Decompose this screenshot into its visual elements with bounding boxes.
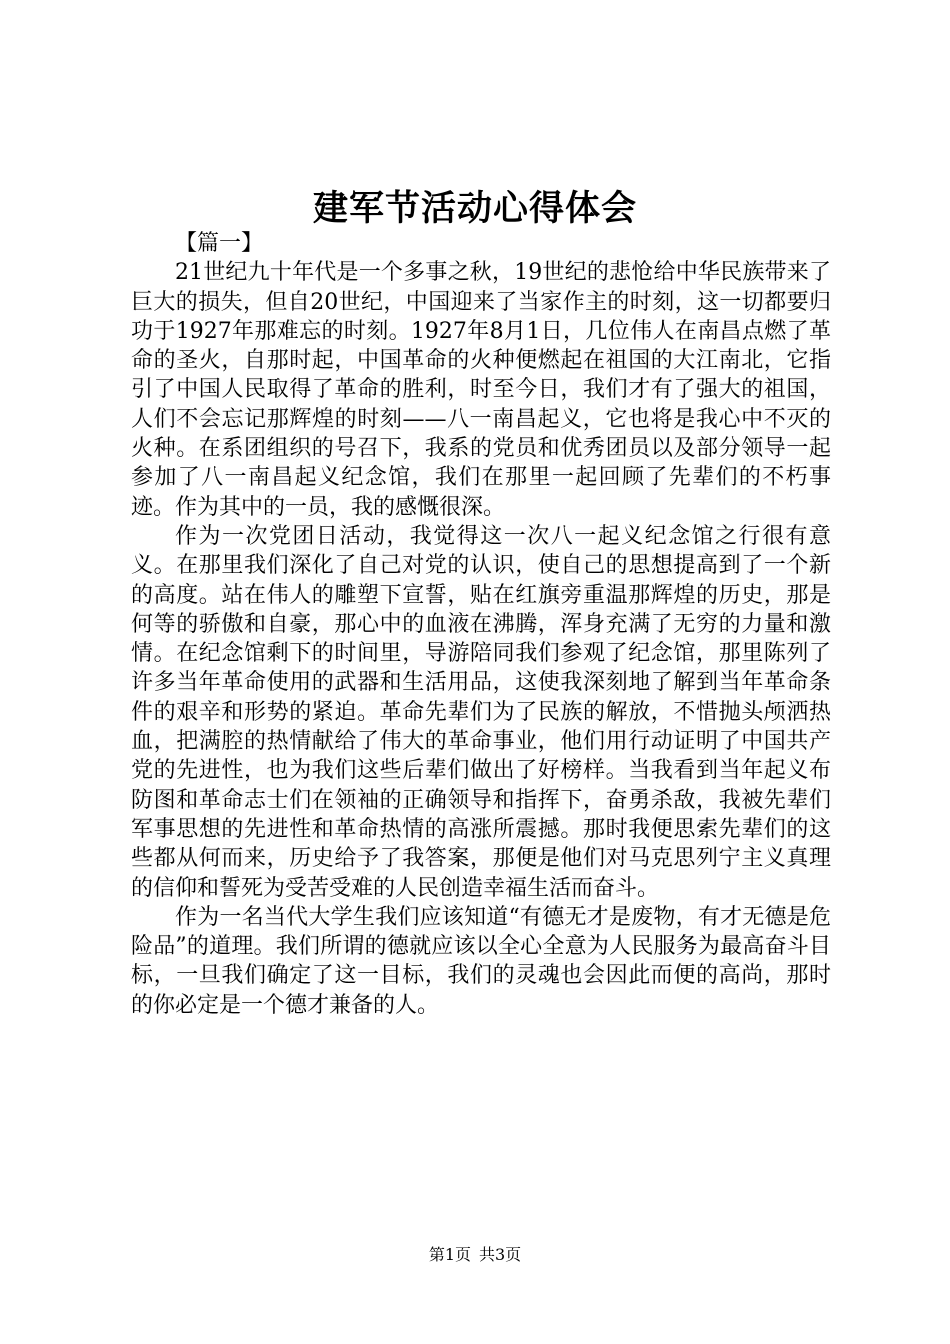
page-footer	[0, 1244, 950, 1266]
document-title: 建军节活动心得体会	[312, 188, 637, 229]
page-total: 共3页	[479, 1245, 522, 1264]
document-body	[131, 229, 831, 1020]
paragraph-1: 21世纪九十年代是一个多事之秋，19世纪的悲怆给中华民族带来了巨大的损失，但自20世纪，中国迎来了当家作主的时刻，这一切都要归功于1927年那难忘的时刻。1927年8月1日，几位伟人在南昌点燃了革命的圣火，自那时起，中国革命的火种便燃起在祖国的大江南北，它指引了中国人民取得了革命的胜利，时至今日，我们才有了强大的祖国，人们不会忘记那辉煌的时刻——八一南昌起义，它也将是我心中不灭的火种。在系团组织的号召下，我系的党员和优秀团员以及部分领导一起参加了八一南昌起义纪念馆，我们在那里一起回顾了先辈们的不朽事迹。作为其中的一员，我的感慨很深。	[131, 260, 831, 520]
page-number: 第1页	[428, 1245, 471, 1264]
paragraph-2: 作为一次党团日活动，我觉得这一次八一起义纪念馆之行很有意义。在那里我们深化了自己对党的认识，使自己的思想提高到了一个新的高度。站在伟人的雕塑下宣誓，贴在红旗旁重温那辉煌的历史，那是何等的骄傲和自豪，那心中的血液在沸腾，浑身充满了无穷的力量和激情。在纪念馆剩下的时间里，导游陪同我们参观了纪念馆，那里陈列了许多当年革命使用的武器和生活用品，这使我深刻地了解到当年革命条件的艰辛和形势的紧迫。革命先辈们为了民族的解放，不惜抛头颅洒热血，把满腔的热情献给了伟大的革命事业，他们用行动证明了中国共产党的先进性，也为我们这些后辈们做出了好榜样。当我看到当年起义布防图和革命志士们在领袖的正确领导和指挥下，奋勇杀敌，我被先辈们军事思想的先进性和革命热情的高涨所震撼。那时我便思索先辈们的这些都从何而来，历史给予了我答案，那便是他们对马克思列宁主义真理的信仰和誓死为受苦受难的人民创造幸福生活而奋斗。	[131, 523, 831, 901]
section-label: 【篇一】	[175, 231, 264, 256]
paragraph-3: 作为一名当代大学生我们应该知道“有德无才是废物，有才无德是危险品”的道理。我们所谓的德就应该以全心全意为人民服务为最高奋斗目标，一旦我们确定了这一目标，我们的灵魂也会因此而便的高尚，那时的你必定是一个德才兼备的人。	[131, 904, 831, 1018]
